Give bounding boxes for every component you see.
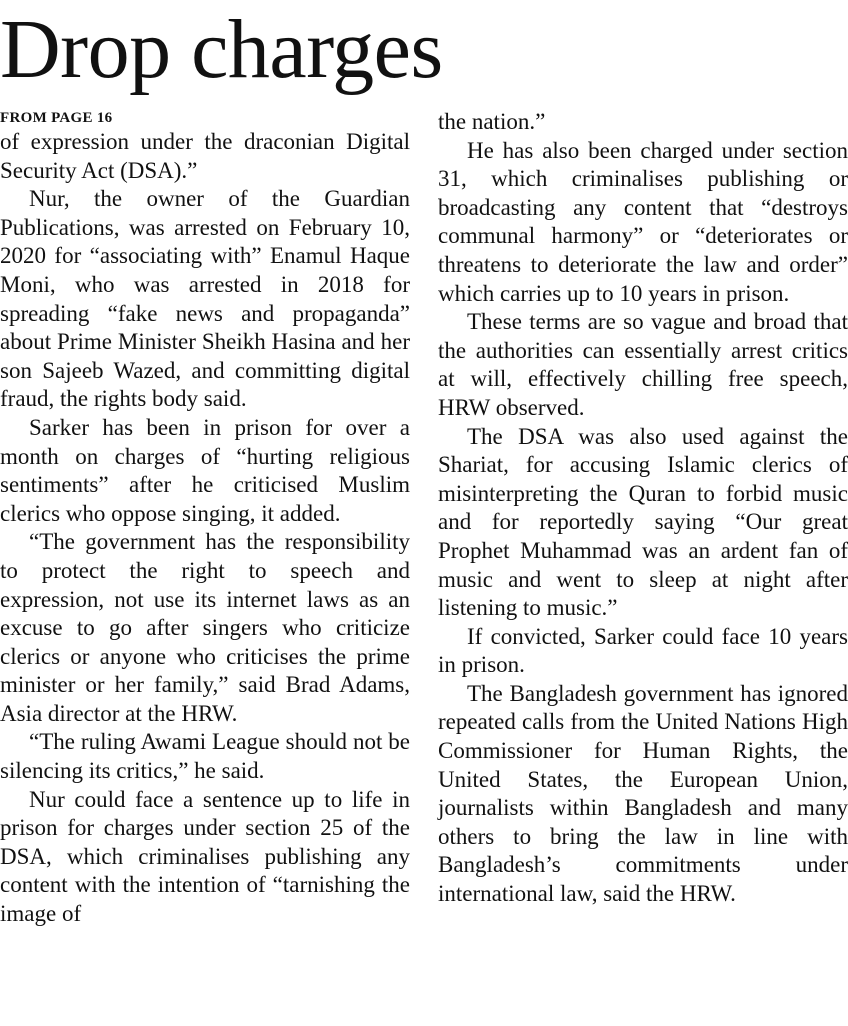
paragraph: the nation.” bbox=[438, 109, 546, 134]
paragraph: These terms are so vague and broad that the authorities can essentially arrest critics at will, effectively chilling free speech, HRW observed. bbox=[438, 309, 848, 420]
paragraph: Nur could face a sentence up to life in prison for charges under section 25 of the DSA, which criminalises publishing any content with the intention of “tarnishing the image of bbox=[0, 786, 410, 927]
jump-label: FROM PAGE 16 bbox=[0, 110, 113, 126]
paragraph: The Bangladesh government has ignored repeated calls from the United Nations High Commissioner for Human Rights, the United States, the European Union, journalists within Bangladesh and many others to bring the law in line with Bangladesh’s commitments under international law, said the HRW. bbox=[438, 680, 848, 907]
paragraph: “The government has the responsibility to protect the right to speech and expression, not use its internet laws as an excuse to go after singers who criticize clerics or anyone who criticises the prime minister or her family,” said Brad Adams, Asia director at the HRW. bbox=[0, 529, 410, 726]
paragraph: “The ruling Awami League should not be silencing its critics,” he said. bbox=[0, 729, 410, 784]
paragraph: He has also been charged under section 31, which criminalises publishing or broadcasting any content that “destroys communal harmony” or “deteriorates or threatens to deteriorate the law and order” which carries up to 10 years in prison. bbox=[438, 137, 848, 306]
paragraph: If convicted, Sarker could face 10 years in prison. bbox=[438, 623, 848, 678]
paragraph: Sarker has been in prison for over a month on charges of “hurting religious sentiments” after he criticised Muslim clerics who oppose singing, it added. bbox=[0, 414, 410, 526]
paragraph: The DSA was also used against the Shariat, for accusing Islamic clerics of misinterpreting the Quran to forbid music and for reportedly saying “Our great Prophet Muhammad was an ardent fan of music and went to sleep at night after listening to music.” bbox=[438, 423, 848, 621]
headline: Drop charges bbox=[0, 3, 443, 96]
article-column-left bbox=[0, 108, 410, 929]
paragraph: of expression under the draconian Digital Security Act (DSA).” bbox=[0, 129, 410, 183]
article-column-right bbox=[438, 108, 848, 909]
paragraph: Nur, the owner of the Guardian Publications, was arrested on February 10, 2020 for “associating with” Enamul Haque Moni, who was arrested in 2018 for spreading “fake news and propaganda” about Prime Minister Sheikh Hasina and her son Sajeeb Wazed, and committing digital fraud, the rights body said. bbox=[0, 186, 410, 412]
